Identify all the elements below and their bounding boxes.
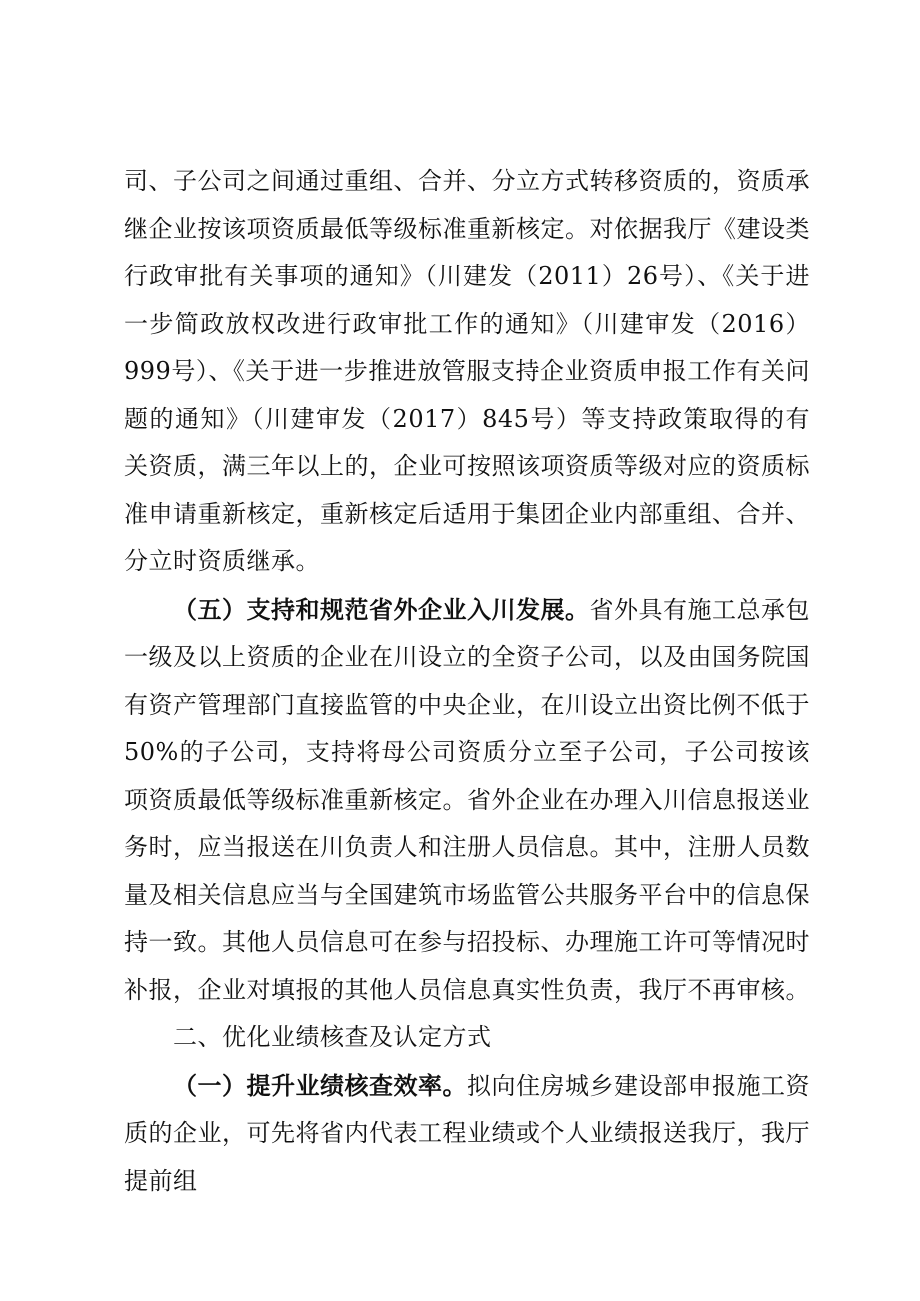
paragraph-text: 拟向住房城乡建设部申报施工资质的企业，可先将省内代表工程业绩或个人业绩报送我厅，我厅提前组 [124, 1071, 810, 1195]
paragraph-continuation [124, 158, 810, 586]
paragraph-text: 司、子公司之间通过重组、合并、分立方式转移资质的，资质承继企业按该项资质最低等级标准重新核定。对依据我厅《建设类行政审批有关事项的通知》（川建发（2011）26号）、《关于进一步简政放权改进行政审批工作的通知》（川建审发（2016）999号）、《关于进一步推进放管服支持企业资质申报工作有关问题的通知》（川建审发（2017）845号）等支持政策取得的有关资质，满三年以上的，企业可按照该项资质等级对应的资质标准申请重新核定，重新核定后适用于集团企业内部重组、合并、分立时资质继承。 [124, 167, 810, 575]
paragraph-section-one [124, 1062, 810, 1206]
paragraph-text: 省外具有施工总承包一级及以上资质的企业在川设立的全资子公司，以及由国务院国有资产管理部门直接监管的中央企业，在川设立出资比例不低于50%的子公司，支持将母公司资质分立至子公司，子公司按该项资质最低等级标准重新核定。省外企业在办理入川信息报送业务时，应当报送在川负责人和注册人员信息。其中，注册人员数量及相关信息应当与全国建筑市场监管公共服务平台中的信息保持一致。其他人员信息可在参与招投标、办理施工许可等情况时补报，企业对填报的其他人员信息真实性负责，我厅不再审核。 [124, 595, 810, 1004]
paragraph-section-five [124, 586, 810, 1015]
document-body [124, 158, 810, 1205]
section-heading-five: （五）支持和规范省外企业入川发展。 [173, 594, 590, 624]
chapter-heading-text: 二、优化业绩核查及认定方式 [173, 1023, 492, 1051]
section-heading-one: （一）提升业绩核查效率。 [173, 1070, 467, 1100]
chapter-heading-two [124, 1014, 810, 1062]
